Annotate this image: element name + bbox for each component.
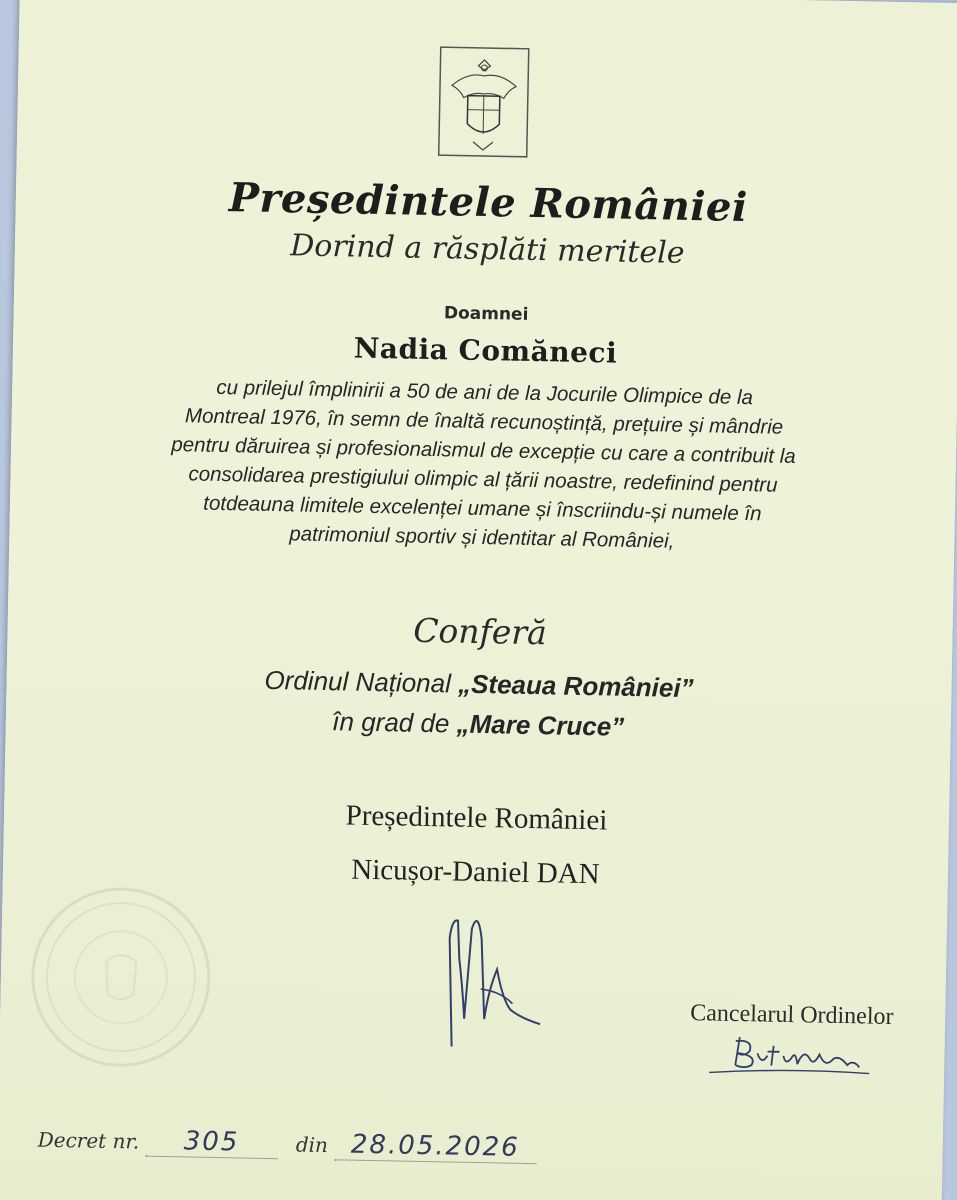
salutation: Doamnei <box>443 303 529 325</box>
order-prefix: Ordinul Național <box>264 664 459 699</box>
citation-line: Montreal 1976, în semn de înaltă recunoștință, prețuire și mândrie <box>184 404 784 439</box>
citation-text <box>104 371 862 559</box>
citation-line: pentru dăruirea și profesionalismul de excepție cu care a contribuit la <box>171 433 796 469</box>
signatory-name: Nicușor-Daniel DAN <box>351 853 600 891</box>
grade-prefix: în grad de <box>332 706 457 739</box>
grade-name: „Mare Cruce” <box>456 708 625 742</box>
citation-line: cu prilejul împlinirii a 50 de ani de la Jocurile Olimpice de la <box>216 375 754 410</box>
president-signature-icon <box>440 898 553 1050</box>
decree-date: 28.05.2026 <box>334 1129 537 1164</box>
decree-line <box>37 1124 536 1165</box>
chancellor-title: Cancelarul Ordinelor <box>690 1000 894 1031</box>
citation-line: consolidarea prestigiului olimpic al țării noastre, redefinind pentru <box>188 462 778 497</box>
decree-label: Decret nr. <box>37 1127 140 1154</box>
coat-of-arms-icon <box>437 45 531 159</box>
decree-number: 305 <box>145 1126 278 1160</box>
order-name: „Steaua României” <box>457 668 694 704</box>
document-subtitle: Dorind a răsplăti meritele <box>289 228 685 271</box>
signatory-title: Președintele României <box>345 799 608 837</box>
chancellor-signature-icon <box>699 1026 880 1084</box>
embossed-seal-icon <box>24 880 218 1074</box>
grade-line <box>6 700 951 749</box>
confers-heading: Conferă <box>412 610 548 653</box>
citation-line: totdeauna limitele excelenței umane și înscriindu-și numele în <box>203 491 762 526</box>
decree-date-label: din <box>295 1132 329 1158</box>
document-title: Președintele României <box>228 174 749 232</box>
recipient-name: Nadia Comăneci <box>353 331 618 370</box>
citation-line: patrimoniul sportiv și identitar al României, <box>289 522 675 553</box>
